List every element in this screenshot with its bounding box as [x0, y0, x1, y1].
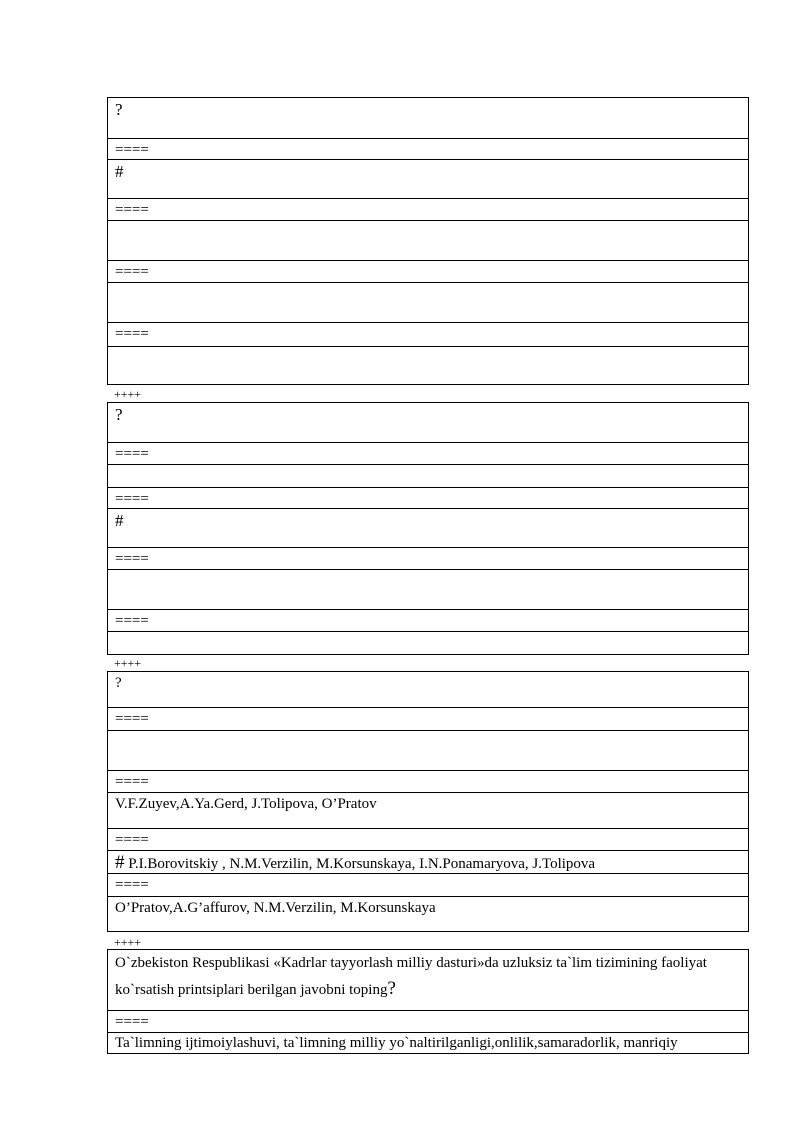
answer-cell — [108, 346, 748, 384]
question-cell — [108, 950, 748, 1010]
divider-cell: ==== — [108, 260, 748, 282]
correct-mark: # — [115, 852, 125, 873]
block-separator: ++++ — [114, 935, 142, 949]
question-text: O`zbekiston Respublikasi «Kadrlar tayyorlash milliy dasturi»da uzluksiz ta`lim tizimining faoliyat ko`rsatish printsiplari berilgan javobni toping — [115, 955, 707, 998]
answer-cell-correct — [108, 850, 748, 873]
answer-cell — [108, 220, 748, 260]
divider-cell: ==== — [108, 1010, 748, 1032]
question-table-1 — [107, 97, 749, 385]
answer-cell: V.F.Zuyev,A.Ya.Gerd, J.Tolipova, O’Pratov — [108, 792, 748, 828]
divider-cell: ==== — [108, 487, 748, 508]
divider-cell: ==== — [108, 442, 748, 464]
answer-cell — [108, 569, 748, 609]
divider-cell: ==== — [108, 322, 748, 346]
block-separator: ++++ — [114, 387, 142, 401]
answer-cell — [108, 730, 748, 770]
answer-cell — [108, 464, 748, 487]
divider-cell: ==== — [108, 547, 748, 569]
divider-cell: ==== — [108, 873, 748, 896]
divider-cell: ==== — [108, 828, 748, 850]
question-table-3 — [107, 671, 749, 932]
answer-cell: O’Pratov,A.G’affurov, N.M.Verzilin, M.Korsunskaya — [108, 896, 748, 931]
answer-cell — [108, 631, 748, 654]
question-cell: ? — [115, 100, 123, 119]
answer-cell — [108, 282, 748, 322]
divider-cell: ==== — [108, 138, 748, 159]
question-cell: ? — [115, 675, 122, 691]
divider-cell: ==== — [108, 707, 748, 730]
divider-cell: ==== — [108, 198, 748, 220]
question-mark: ? — [387, 978, 396, 999]
question-table-2 — [107, 402, 749, 655]
question-cell: ? — [115, 405, 123, 424]
answer-cell-correct: # — [108, 508, 748, 547]
question-table-4 — [107, 949, 749, 1054]
divider-cell: ==== — [108, 770, 748, 792]
block-separator: ++++ — [114, 656, 142, 670]
answer-text: P.I.Borovitskiy , N.M.Verzilin, M.Korsunskaya, I.N.Ponamaryova, J.Tolipova — [128, 856, 596, 872]
answer-cell: Ta`limning ijtimoiylashuvi, ta`limning milliy yo`naltirilganligi,onlilik,samaradorlik, manriqiy — [108, 1032, 748, 1053]
divider-cell: ==== — [108, 609, 748, 631]
answer-cell-correct: # — [108, 159, 748, 198]
